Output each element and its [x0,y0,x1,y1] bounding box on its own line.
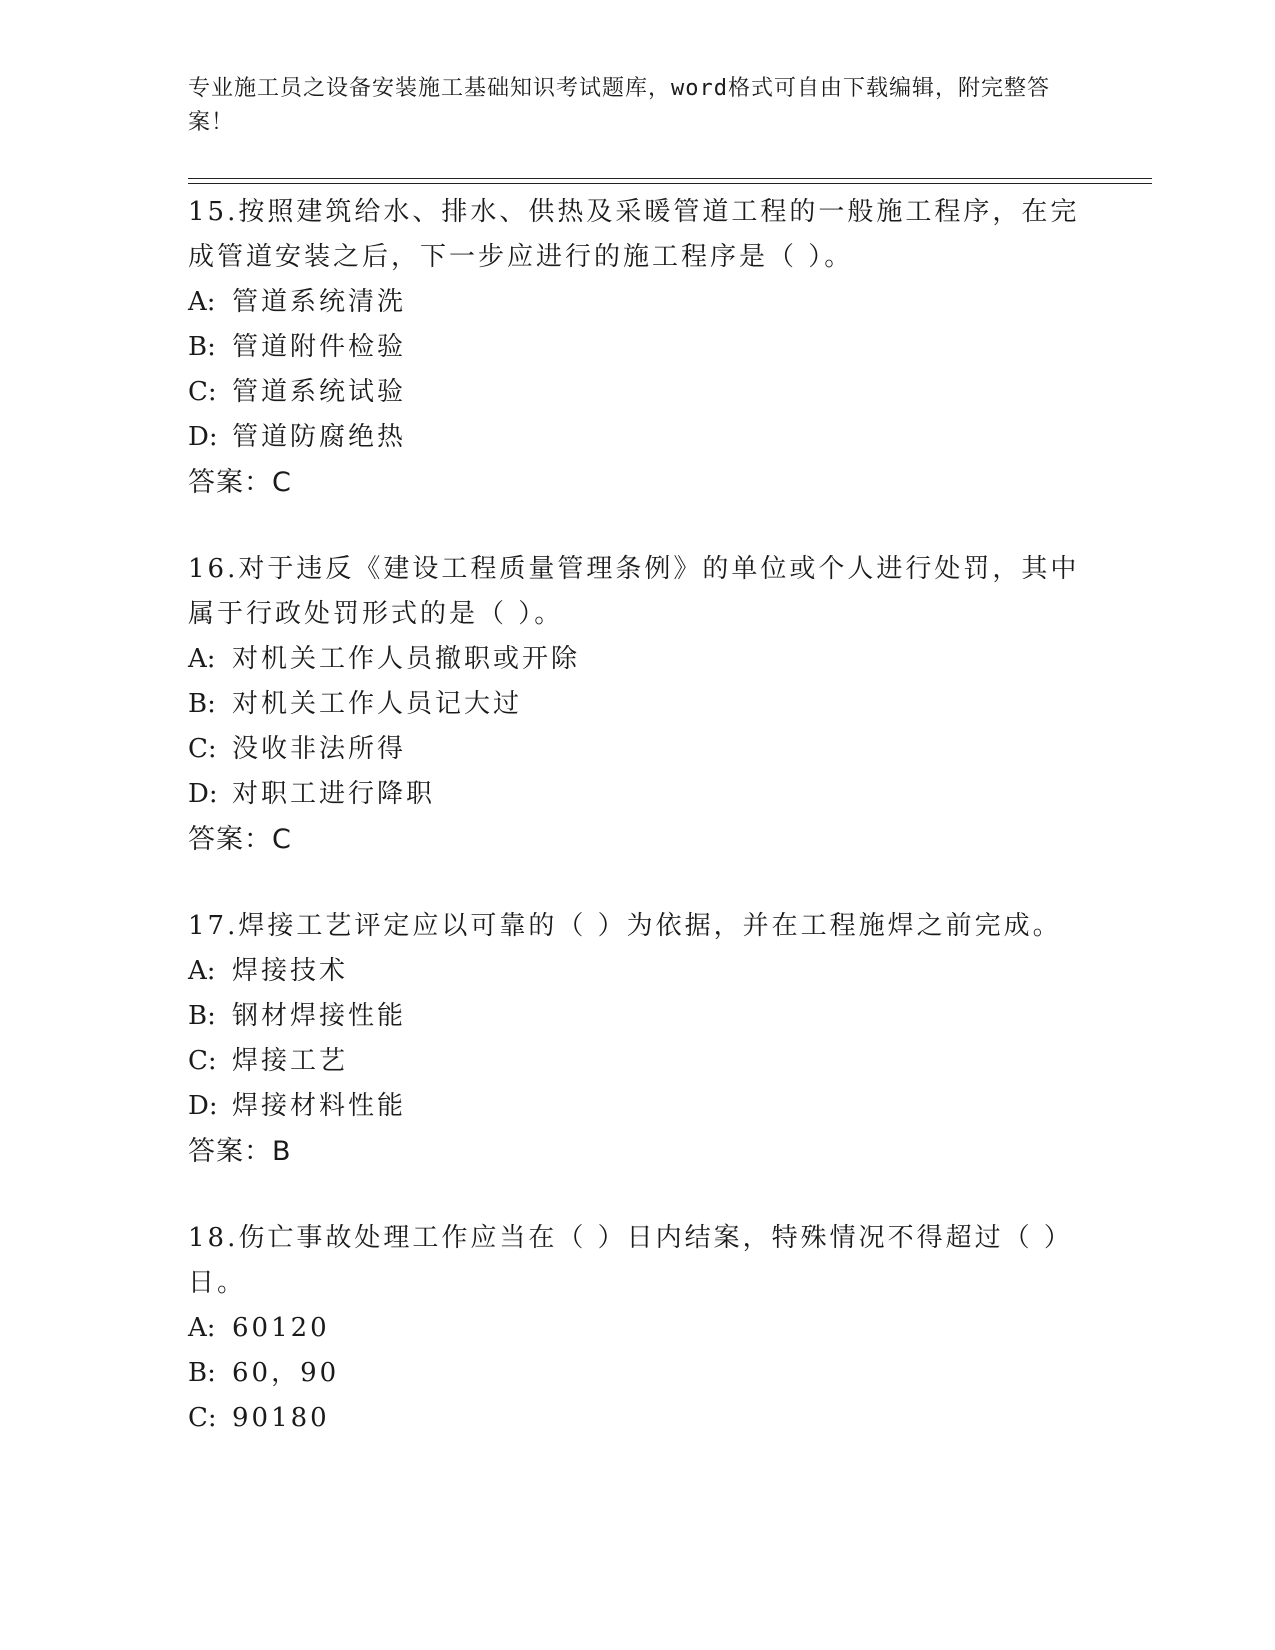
answer: 答案：B [188,1136,292,1167]
option-d [188,772,1088,817]
header-divider-double [188,183,1152,184]
option-letter: B: [188,332,216,362]
option-letter: C: [188,734,217,764]
option-letter: C: [188,377,217,407]
option-b [188,682,1088,727]
question-stem [188,547,1088,637]
option-text: 对机关工作人员记大过 [232,689,523,719]
question-number: 17. [188,911,239,941]
option-text: 60，90 [232,1358,340,1388]
option-c [188,1396,1088,1441]
option-letter: A: [188,644,216,674]
question-text: 按照建筑给水、排水、供热及采暖管道工程的一般施工程序，在完成管道安装之后，下一步应进行的施工程序是（ ）。 [188,197,1080,272]
question-stem [188,1216,1088,1306]
question-18 [188,1216,1088,1441]
option-text: 90180 [232,1403,330,1433]
question-text: 焊接工艺评定应以可靠的（ ）为依据，并在工程施焊之前完成。 [238,911,1062,941]
option-letter: B: [188,1001,216,1031]
option-text: 钢材焊接性能 [232,1001,407,1031]
option-letter: C: [188,1046,217,1076]
option-c [188,727,1088,772]
option-text: 管道附件检验 [232,332,407,362]
option-text: 没收非法所得 [232,734,407,764]
option-letter: C: [188,1403,217,1433]
question-number: 15. [188,197,239,227]
question-17 [188,904,1088,1174]
option-text: 对机关工作人员撤职或开除 [232,644,581,674]
option-letter: A: [188,287,216,317]
answer: 答案：C [188,467,292,498]
option-letter: D: [188,779,218,809]
question-stem [188,190,1088,280]
option-text: 焊接工艺 [232,1046,349,1076]
question-text: 对于违反《建设工程质量管理条例》的单位或个人进行处罚，其中属于行政处罚形式的是（ ）。 [188,554,1080,629]
option-b [188,994,1088,1039]
option-letter: D: [188,1091,218,1121]
answer: 答案：C [188,824,292,855]
option-b [188,325,1088,370]
option-text: 60120 [232,1313,330,1343]
option-text: 对职工进行降职 [232,779,436,809]
question-stem [188,904,1088,949]
option-a [188,1306,1088,1351]
option-a [188,280,1088,325]
question-number: 16. [188,554,239,584]
option-c [188,370,1088,415]
question-text: 伤亡事故处理工作应当在（ ）日内结案，特殊情况不得超过（ ）日。 [188,1223,1073,1298]
option-c [188,1039,1088,1084]
option-text: 管道防腐绝热 [232,422,407,452]
option-letter: D: [188,422,218,452]
option-a [188,637,1088,682]
option-d [188,415,1088,460]
option-text: 管道系统清洗 [232,287,407,317]
option-b [188,1351,1088,1396]
option-d [188,1084,1088,1129]
option-letter: B: [188,689,216,719]
option-a [188,949,1088,994]
question-list [188,190,1088,1483]
option-text: 焊接材料性能 [232,1091,407,1121]
option-letter: B: [188,1358,216,1388]
header-divider [188,178,1152,179]
question-number: 18. [188,1223,239,1253]
option-letter: A: [188,956,216,986]
document-header: 专业施工员之设备安装施工基础知识考试题库，word格式可自由下载编辑，附完整答案！ [188,76,1050,135]
option-text: 管道系统试验 [232,377,407,407]
option-text: 焊接技术 [232,956,349,986]
question-15 [188,190,1088,505]
question-16 [188,547,1088,862]
option-letter: A: [188,1313,216,1343]
